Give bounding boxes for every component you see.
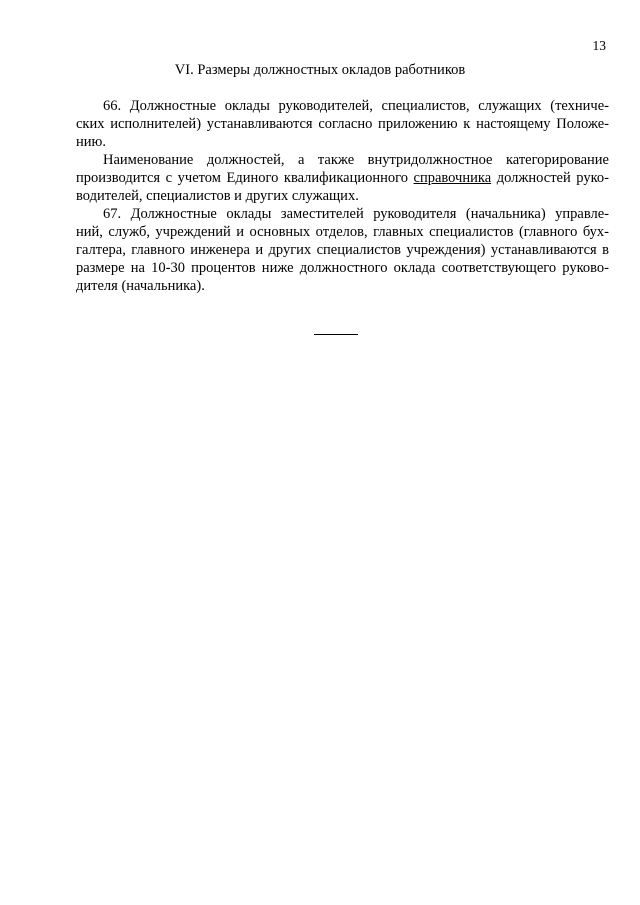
paragraph-naming-line-1: Наименование должностей, а также внутридолжностное категорирование [103, 152, 609, 168]
paragraph-67-line-2: ний, служб, учреждений и основных отделов, главных специалистов (главного бух- [76, 224, 609, 240]
paragraph-naming-line-2-text-before: производится с учетом Единого квалификационного [76, 170, 414, 186]
paragraph-66-line-2: ских исполнителей) устанавливаются согласно приложению к настоящему Положе- [76, 116, 609, 132]
paragraph-naming-line-2 [76, 169, 609, 187]
end-of-section-rule [314, 334, 358, 335]
paragraph-66-line-1: 66. Должностные оклады руководителей, специалистов, служащих (техниче- [103, 98, 609, 114]
paragraph-67-line-5: дителя (начальника). [76, 278, 205, 294]
handbook-link[interactable]: справочника [413, 170, 492, 186]
paragraph-67-line-3: галтера, главного инженера и других специалистов учреждения) устанавливаются в [76, 242, 609, 258]
paragraph-67-line-4: размере на 10-30 процентов ниже должностного оклада соответствующего руково- [76, 260, 609, 276]
paragraph-67-line-1: 67. Должностные оклады заместителей руководителя (начальника) управле- [103, 206, 609, 222]
section-title: VI. Размеры должностных окладов работников [174, 62, 466, 78]
paragraph-66-line-3: нию. [76, 134, 106, 150]
paragraph-naming-line-2-text-after: должностей руко- [491, 170, 609, 186]
paragraph-naming-line-3: водителей, специалистов и других служащих. [76, 188, 359, 204]
page-number: 13 [592, 38, 606, 53]
